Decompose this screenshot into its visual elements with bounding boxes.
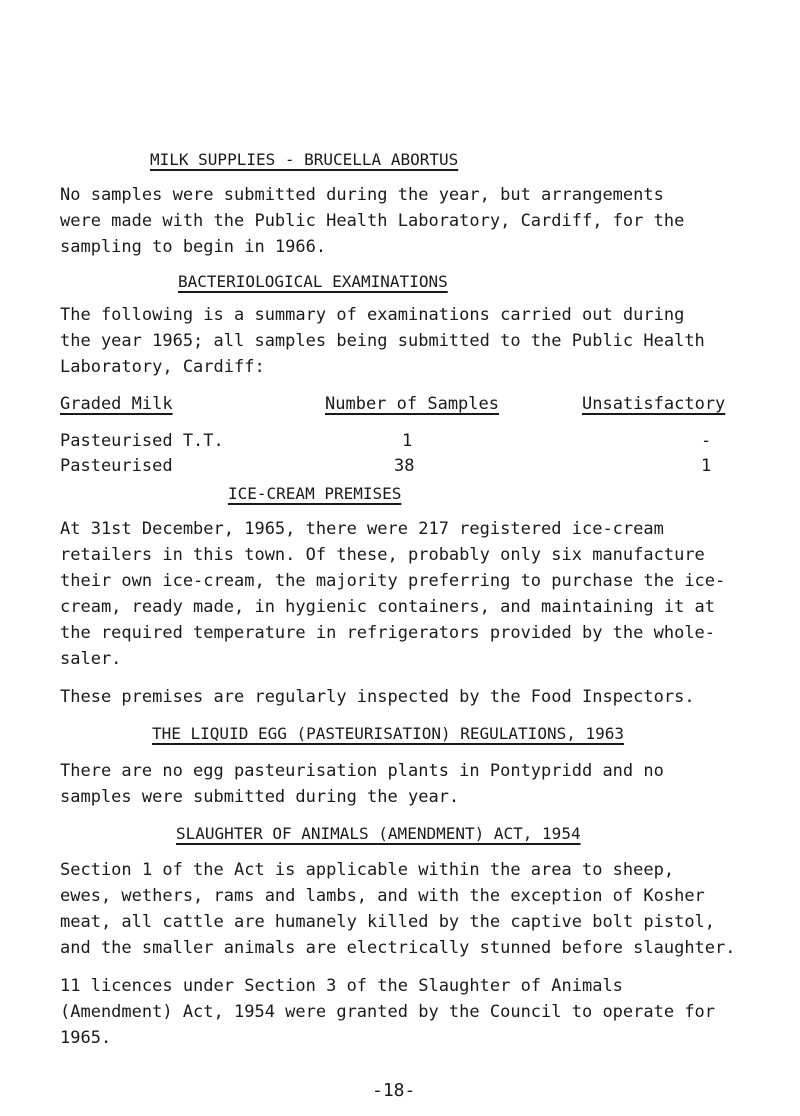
table-row-unsatisfactory: - <box>701 431 712 451</box>
table-header-unsatisfactory: Unsatisfactory <box>582 394 726 414</box>
icecream-paragraph-line: their own ice-cream, the majority preferring to purchase the ice- <box>60 571 726 591</box>
milk-supplies-heading: MILK SUPPLIES - BRUCELLA ABORTUS <box>150 150 459 169</box>
bacteriological-paragraph-line: the year 1965; all samples being submitted to the Public Health <box>60 331 705 351</box>
table-header-number-of-samples: Number of Samples <box>325 394 499 414</box>
slaughter-paragraph-line: (Amendment) Act, 1954 were granted by the Council to operate for <box>60 1002 716 1022</box>
bacteriological-heading: BACTERIOLOGICAL EXAMINATIONS <box>178 272 448 291</box>
icecream-paragraph-line: These premises are regularly inspected by the Food Inspectors. <box>60 687 695 707</box>
icecream-paragraph-line: retailers in this town. Of these, probably only six manufacture <box>60 545 705 565</box>
milk-paragraph-line: were made with the Public Health Laboratory, Cardiff, for the <box>60 211 685 231</box>
liquid-egg-paragraph-line: samples were submitted during the year. <box>60 787 460 807</box>
table-row-samples: 1 <box>402 431 413 451</box>
table-row-graded-milk: Pasteurised <box>60 456 173 476</box>
slaughter-paragraph-line: Section 1 of the Act is applicable within the area to sheep, <box>60 860 675 880</box>
table-row-samples: 38 <box>394 456 415 476</box>
liquid-egg-heading: THE LIQUID EGG (PASTEURISATION) REGULATIONS, 1963 <box>152 724 625 743</box>
slaughter-paragraph-line: meat, all cattle are humanely killed by the captive bolt pistol, <box>60 912 716 932</box>
slaughter-paragraph-line: 1965. <box>60 1028 112 1048</box>
bacteriological-paragraph-line: The following is a summary of examinations carried out during <box>60 305 685 325</box>
milk-paragraph-line: No samples were submitted during the year, but arrangements <box>60 185 664 205</box>
table-header-graded-milk: Graded Milk <box>60 394 173 414</box>
liquid-egg-paragraph-line: There are no egg pasteurisation plants in Pontypridd and no <box>60 761 664 781</box>
table-row-graded-milk: Pasteurised T.T. <box>60 431 224 451</box>
icecream-paragraph-line: At 31st December, 1965, there were 217 registered ice-cream <box>60 519 664 539</box>
icecream-paragraph-line: the required temperature in refrigerators provided by the whole- <box>60 623 716 643</box>
icecream-paragraph-line: cream, ready made, in hygienic containers, and maintaining it at <box>60 597 716 617</box>
icecream-heading: ICE-CREAM PREMISES <box>228 484 402 503</box>
slaughter-heading: SLAUGHTER OF ANIMALS (AMENDMENT) ACT, 1954 <box>176 824 581 843</box>
bacteriological-paragraph-line: Laboratory, Cardiff: <box>60 357 265 377</box>
icecream-paragraph-line: saler. <box>60 649 122 669</box>
slaughter-paragraph-line: ewes, wethers, rams and lambs, and with the exception of Kosher <box>60 886 705 906</box>
slaughter-paragraph-line: and the smaller animals are electrically stunned before slaughter. <box>60 938 736 958</box>
slaughter-paragraph-line: 11 licences under Section 3 of the Slaughter of Animals <box>60 976 623 996</box>
table-row-unsatisfactory: 1 <box>701 456 712 476</box>
milk-paragraph-line: sampling to begin in 1966. <box>60 237 327 257</box>
page-number: -18- <box>372 1080 416 1101</box>
